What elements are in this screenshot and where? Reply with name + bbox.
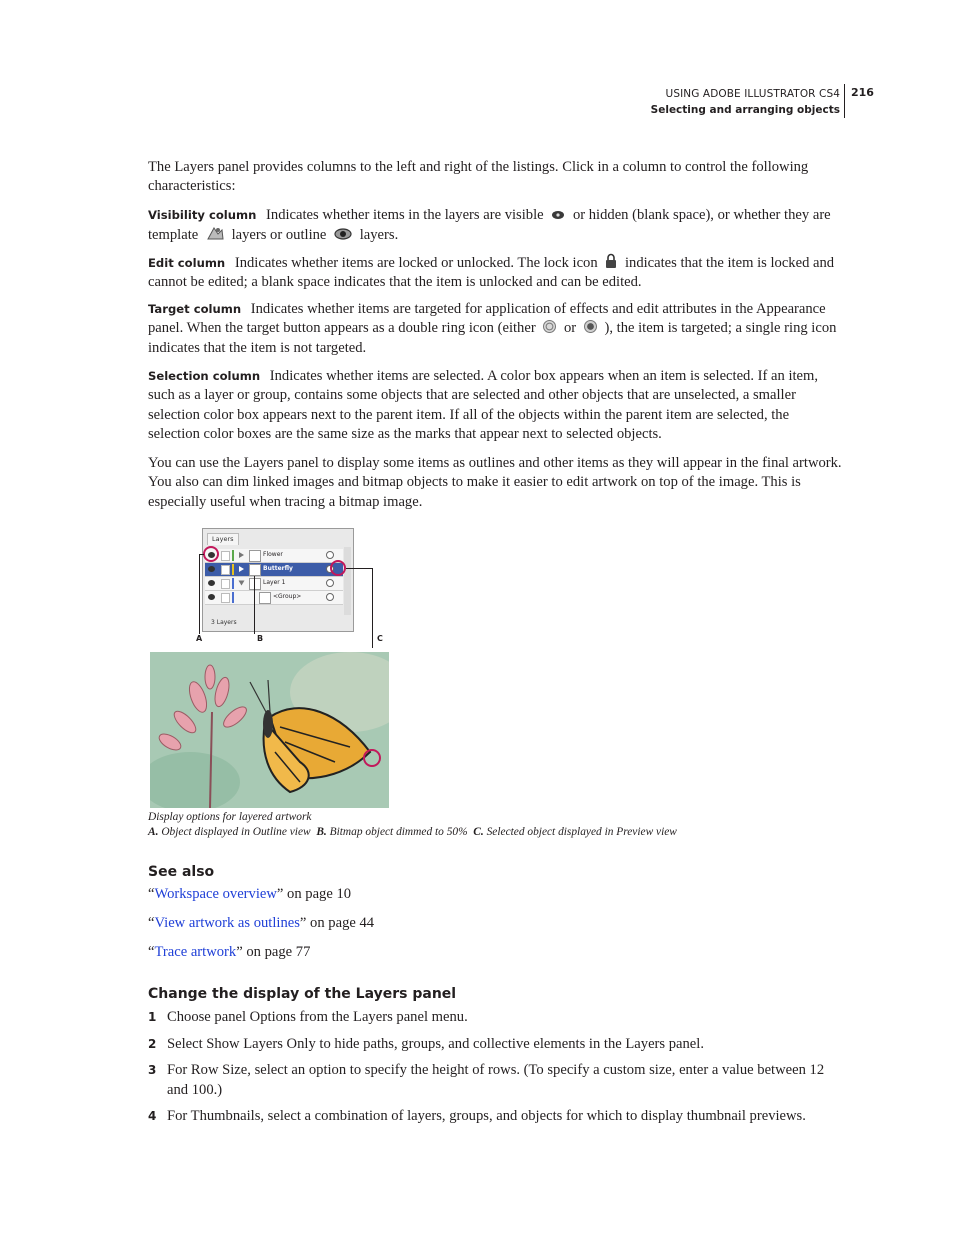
step-item [148, 1061, 842, 1100]
target-ring-icon[interactable] [326, 579, 334, 587]
page-number: 216 [851, 86, 874, 99]
eye-icon [550, 209, 566, 221]
quote-open: “ [148, 944, 155, 960]
target-text-1: Indicates whether items are targeted for application of effects and edit attributes in the Appearance panel. When the target button appears as a double ring icon (either [148, 301, 826, 337]
layer-color-swatch [232, 550, 234, 561]
section-heading: Change the display of the Layers panel [148, 986, 457, 1002]
caption-label-a: A. [148, 826, 159, 838]
step-number: 3 [148, 1063, 157, 1077]
caption-label-b: B. [316, 826, 327, 838]
layer-name: Layer 1 [263, 579, 286, 586]
layer-name: Flower [263, 551, 283, 558]
layer-row[interactable] [205, 549, 343, 563]
selection-text-1: Indicates whether items are selected. A color box appears when an item is selected. If an item, such as a layer or group, contains some objects that are selected and other objects that are unselected, a smaller selection color box appears next to the parent item. If all of the objects within the parent item are selected, the selection color boxes are the same size as the marks that appear next to selected objects. [148, 368, 819, 443]
figure-caption [148, 826, 677, 838]
see-also-page-ref: ” on page 77 [236, 944, 311, 960]
layer-thumbnail [249, 550, 261, 562]
layers-figure [148, 526, 408, 816]
target-text-3: ), the item is targeted; a single ring icon indicates that the item is not targeted. [148, 320, 837, 356]
butterfly-artwork-image [150, 652, 389, 808]
double-ring-filled-icon [583, 319, 598, 334]
layer-row[interactable] [205, 577, 343, 591]
eye-icon[interactable] [208, 594, 215, 600]
double-ring-icon [542, 319, 557, 334]
caption-text-b: Bitmap object dimmed to 50% [329, 826, 468, 838]
callout-line-a [199, 554, 200, 634]
target-column-paragraph [148, 300, 842, 358]
figure-caption-title: Display options for layered artwork [148, 811, 312, 823]
see-also-page-ref: ” on page 10 [276, 886, 352, 902]
target-ring-icon[interactable] [326, 551, 334, 559]
lock-icon [604, 253, 618, 269]
callout-ring-a [203, 546, 219, 562]
expand-triangle-icon[interactable] [239, 566, 244, 572]
eye-icon[interactable] [208, 566, 215, 572]
workspace-overview-link[interactable]: Workspace overview [154, 886, 277, 902]
edit-text-1: Indicates whether items are locked or unlocked. The lock icon [234, 255, 598, 271]
layer-row-selected[interactable] [205, 563, 343, 577]
panel-footer [205, 617, 343, 628]
target-ring-icon[interactable] [326, 593, 334, 601]
visibility-column-paragraph [148, 206, 842, 246]
step-text: Choose panel Options from the Layers panel menu. [167, 1009, 468, 1025]
callout-line-c [372, 568, 373, 648]
selection-column-term: Selection column [148, 369, 261, 383]
edit-text-2: indicates that the item is locked and cannot be edited; a blank space indicates that the item is unlocked and can be edited. [148, 255, 835, 291]
layer-name: <Group> [273, 593, 302, 600]
layer-count: 3 Layers [211, 619, 237, 626]
edit-column-term: Edit column [148, 256, 226, 270]
step-text: Select Show Layers Only to hide paths, groups, and collective elements in the Layers panel. [167, 1036, 704, 1052]
layer-thumbnail [249, 578, 261, 590]
callout-line-b [254, 576, 255, 634]
callout-label-c: C [377, 634, 383, 643]
see-also-item [148, 915, 374, 932]
running-header-chapter-title: Selecting and arranging objects [650, 104, 840, 116]
layer-color-swatch [232, 564, 234, 575]
panel-scrollbar[interactable] [344, 547, 351, 615]
caption-text-a: Object displayed in Outline view [161, 826, 311, 838]
layers-tab[interactable]: Layers [207, 533, 239, 545]
step-item [148, 1107, 842, 1127]
callout-label-a: A [196, 634, 203, 643]
see-also-heading: See also [148, 864, 215, 880]
callout-line-c-h [346, 568, 372, 569]
target-text-2: or [564, 320, 577, 337]
template-layer-icon [205, 225, 225, 241]
see-also-item [148, 886, 351, 903]
step-text: For Row Size, select an option to specify the height of rows. (To specify a custom size, enter a value between 12 and 100.) [167, 1062, 825, 1098]
step-number: 4 [148, 1109, 157, 1123]
trace-artwork-link[interactable]: Trace artwork [154, 944, 237, 960]
expand-triangle-icon[interactable] [239, 552, 244, 558]
visibility-text-4: layers. [359, 227, 399, 244]
callout-label-b: B [257, 634, 264, 643]
target-column-term: Target column [148, 302, 242, 316]
layer-name: Butterfly [263, 565, 293, 572]
layer-thumbnail [249, 564, 261, 576]
outline-eye-icon [333, 227, 353, 241]
layers-panel [202, 528, 354, 632]
header-divider [844, 84, 845, 118]
lock-toggle[interactable] [221, 551, 230, 561]
selection-column-paragraph [148, 367, 842, 445]
callout-line-a-h [199, 554, 204, 555]
callout-ring-c [330, 560, 346, 576]
step-item [148, 1035, 842, 1055]
running-header-book-title: USING ADOBE ILLUSTRATOR CS4 [665, 88, 840, 100]
caption-text-c: Selected object displayed in Preview view [486, 826, 677, 838]
outline-paragraph: You can use the Layers panel to display some items as outlines and other items as they will appear in the final artwork. You also can dim linked images and bitmap objects to make it easier to edit artwork on top of the image. This is especially useful when tracing a bitmap image. [148, 455, 842, 510]
layer-color-swatch [232, 592, 234, 603]
lock-toggle[interactable] [221, 565, 230, 575]
layer-row[interactable] [205, 591, 343, 605]
visibility-text-3: layers or outline [231, 227, 327, 244]
layer-color-swatch [232, 578, 234, 589]
caption-label-c: C. [473, 826, 484, 838]
see-also-item [148, 944, 310, 961]
collapse-triangle-icon[interactable] [239, 581, 245, 586]
view-artwork-outlines-link[interactable]: View artwork as outlines [154, 915, 300, 931]
layer-thumbnail [259, 592, 271, 604]
visibility-text-2: or hidden (blank space), or whether they are template [148, 207, 831, 244]
quote-open: “ [148, 886, 155, 902]
see-also-page-ref: ” on page 44 [299, 915, 375, 931]
visibility-column-term: Visibility column [148, 208, 257, 222]
visibility-text-1: Indicates whether items in the layers are visible [266, 207, 544, 223]
step-text: For Thumbnails, select a combination of layers, groups, and objects for which to display thumbnail previews. [167, 1108, 806, 1124]
step-item [148, 1008, 842, 1028]
quote-open: “ [148, 915, 155, 931]
lock-toggle[interactable] [221, 593, 230, 603]
step-number: 1 [148, 1010, 157, 1024]
eye-icon[interactable] [208, 580, 215, 586]
step-number: 2 [148, 1037, 157, 1051]
lock-toggle[interactable] [221, 579, 230, 589]
edit-column-paragraph [148, 253, 842, 293]
intro-paragraph: The Layers panel provides columns to the left and right of the listings. Click in a column to control the following characteristics: [148, 159, 809, 195]
